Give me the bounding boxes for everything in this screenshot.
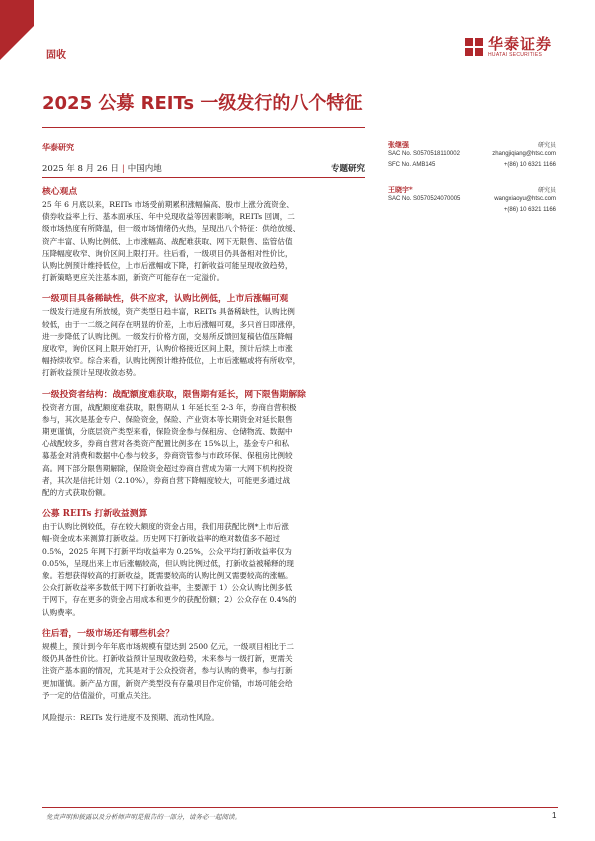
date-line (42, 162, 162, 174)
analyst-sac: SAC No. S0570524070005 (388, 196, 461, 202)
text-line: 期更谨慎，分底层资产类型来看，保险资金参与保租房、仓储物流、数据中 (42, 427, 293, 437)
research-org: 华泰研究 (42, 142, 74, 152)
analyst-phone: +(86) 10 6321 1166 (503, 207, 556, 213)
text-line: 更加谨慎。新产品方面，新资产类型没有存量项目作定价锚，市场可能会给 (42, 678, 293, 688)
text-line: 0.5%，2025 年网下打新平均收益率为 0.25%，公众平均打新收益率仅为 (42, 546, 292, 556)
text-line: 幅持续收窄。综合来看，认购比例预计维持低位，上市后涨幅或将有所收窄， (42, 356, 301, 366)
text-line: 压降幅度收窄、询价区间上限打开。往后看，一级项目仍具备相对性价比， (42, 248, 293, 258)
analyst-card (388, 185, 558, 218)
risk-warning: 风险提示：REITs 发行进度不及预期、流动性风险。 (42, 712, 219, 722)
section-text (42, 641, 367, 702)
text-line: 一级发行进度有所放缓，资产类型日趋丰富，REITs 具备稀缺性，认购比例 (42, 307, 295, 317)
section-text (42, 199, 367, 284)
text-line: 打新收益预计呈现收敛态势。 (42, 368, 141, 378)
section-text (42, 521, 367, 619)
footer-divider (42, 807, 558, 808)
company-logo (464, 36, 552, 58)
section-heading: 一级项目具备稀缺性，供不应求，认购比例低，上市后涨幅可观 (42, 294, 289, 305)
text-line: 债券收益率上行、基本面承压、年中兑现收益等因素影响，REITs 回调，二 (42, 212, 295, 222)
text-line: 高。网下部分限售期解除，保险资金超过券商自营成为第一大网下机构投资 (42, 463, 293, 473)
text-line: 于网下，存在更多的资金占用成本和更少的获配份额；2）公众存在 0.4%的 (42, 595, 297, 605)
analyst-role: 研究员 (537, 142, 556, 149)
report-body (42, 186, 367, 724)
text-line: 心战配较多，券商自营对各类资产配置比例多在 15%以上，基金专户和私 (42, 439, 290, 449)
report-category: 固收 (46, 50, 66, 61)
text-line: 由于认购比例较低，存在较大额度的资金占用，我们用获配比例*上市后涨 (42, 522, 289, 532)
analyst-sfc: SFC No. AMB145 (388, 162, 436, 168)
text-line: 者，其次是信托计划（2.10%），券商自营下降幅度较大，可能更多通过战 (42, 475, 291, 485)
huatai-logo-icon (464, 37, 484, 57)
text-line: 规模上，预计到今年年底市场规模有望达到 2500 亿元，一级项目相比于二 (42, 641, 294, 651)
text-line: 认购比例预计维持低位，上市后涨幅或下降，打新收益可能呈现收敛趋势， (42, 261, 293, 271)
page-number: 1 (552, 811, 557, 820)
separator: | (121, 164, 125, 174)
text-line: 公众打新收益率多数低于网下打新收益率，主要源于 1）公众认购比例多低 (42, 583, 293, 593)
analyst-panel (388, 140, 558, 230)
logo-name-en: HUATAI SECURITIES (488, 52, 543, 58)
text-line: 较低，由于一二级之间存在明显的价差，上市后涨幅可观，多只首日即涨停， (42, 319, 301, 329)
section-heading: 核心观点 (42, 187, 78, 197)
logo-name-cn: 华泰证券 (488, 35, 553, 53)
analyst-email[interactable]: zhangjiqiang@htsc.com (492, 151, 556, 157)
text-line: 配的方式获取份额。 (42, 488, 111, 498)
analyst-email[interactable]: wangxiaoyu@htsc.com (494, 196, 556, 202)
text-line: 幅-资金成本来测算打新收益。历史网下打新收益率的绝对数值多不超过 (42, 534, 280, 544)
text-line: 予一定的估值溢价，可重点关注。 (42, 690, 156, 700)
analyst-phone: +(86) 10 6321 1166 (503, 162, 556, 168)
text-line: 25 年 6 月底以来，REITs 市场受前期累积涨幅偏高、股市上涨分流资金、 (42, 200, 294, 209)
text-line: 资产丰富、认购比例低、上市涨幅高、战配难获取、网下无限售、监管估值 (42, 236, 293, 246)
section-text (42, 402, 367, 500)
section-heading: 公募 REITs 打新收益测算 (42, 509, 148, 520)
report-region: 中国内地 (127, 164, 162, 174)
report-date: 2025 年 8 月 26 日 (42, 164, 119, 174)
page-title: 2025 公募 REITs 一级发行的八个特征 (42, 93, 363, 114)
text-line: 象。若想获得较高的打新收益，既需要较高的认购比例又需要较高的涨幅。 (42, 571, 293, 581)
corner-decoration (0, 0, 34, 60)
analyst-name: 张继强 (388, 140, 409, 149)
analyst-sac: SAC No. S0570518110002 (388, 151, 460, 157)
text-line: 度收窄，询价区间上限开始打开，认购价格接近区间上限，预计后续上市涨 (42, 344, 293, 354)
text-line: 级市场热度有所降温，但一级市场情绪仍火热，呈现出八个特征：供给放缓、 (42, 224, 301, 234)
disclaimer-text: 免责声明和披露以及分析师声明是报告的一部分，请务必一起阅读。 (46, 813, 241, 821)
text-line: 0.05%，呈现出来上市后涨幅较高，但认购比例过低，打新收益被稀释的现 (42, 558, 294, 568)
section-heading: 一级投资者结构：战配额度难获取，限售期有延长，网下限售期解除 (42, 389, 306, 400)
text-line: 募基金对消费和数据中心参与较多，券商资管参与市政环保、保租房比例较 (42, 451, 293, 461)
analyst-card (388, 140, 558, 173)
date-divider (42, 177, 365, 178)
text-line: 级仍具备性价比。打新收益预计呈现收敛趋势，未来参与一级打新，更需关 (42, 654, 293, 664)
text-line: 认购费率。 (42, 607, 80, 617)
text-line: 进一步降低了认购比例。一级发行价格方面，交易所反馈回复稿估值压降幅 (42, 331, 293, 341)
title-divider (42, 127, 365, 128)
section-heading: 往后看，一级市场还有哪些机会？ (42, 628, 174, 639)
text-line: 参与，其次是基金专户、保险资金，保险、产业资本等长期资金对延长限售 (42, 414, 293, 424)
text-line: 打新策略更应关注基本面，新资产可能存在一定溢价。 (42, 273, 225, 283)
text-line: 注资产基本面的情况，尤其是对于公众投资者，参与认购的费率，参与打新 (42, 666, 293, 676)
report-type: 专题研究 (331, 164, 366, 174)
analyst-name: 王晓宇* (388, 185, 413, 194)
text-line: 投资者方面，战配额度难获取，限售期从 1 年延长至 2-3 年，券商自营积极 (42, 402, 297, 412)
section-text (42, 306, 367, 379)
analyst-role: 研究员 (537, 187, 556, 194)
